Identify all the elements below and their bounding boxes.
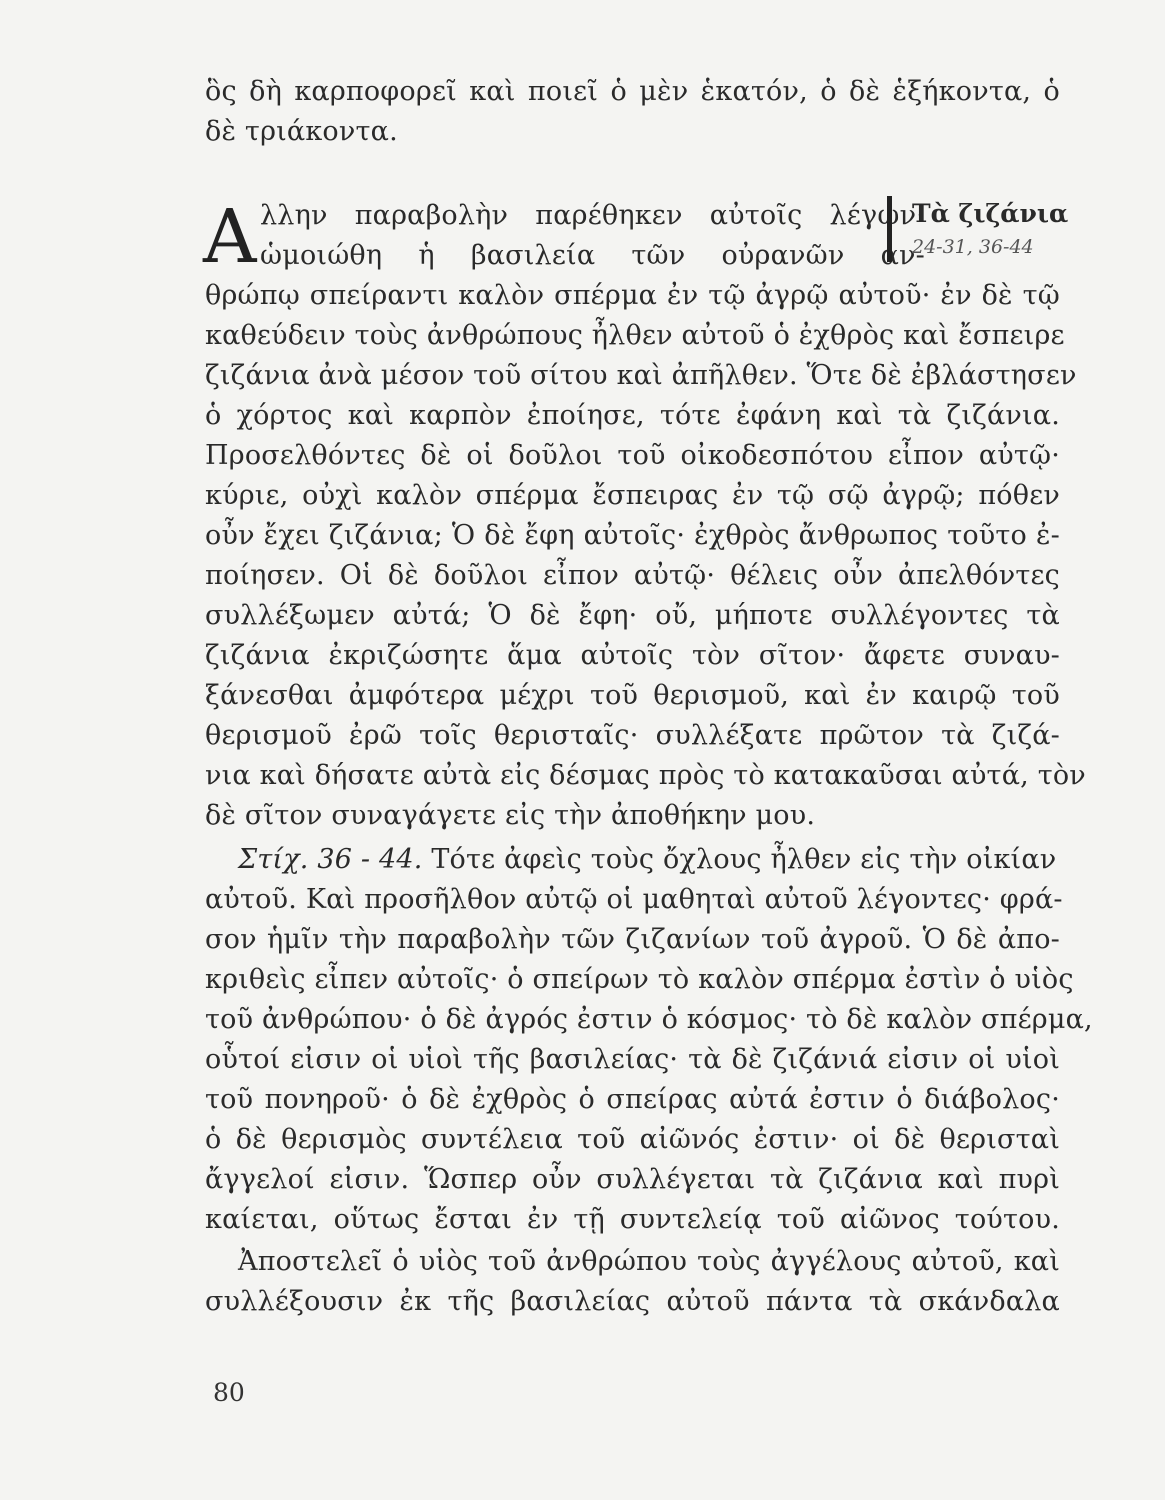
text-line: σον ἡμῖν τὴν παραβολὴν τῶν ζιζανίων τοῦ ἀγροῦ. Ὁ δὲ ἀπο-	[205, 924, 1060, 955]
text-line: συλλέξουσιν ἐκ τῆς βασιλείας αὐτοῦ πάντα τὰ σκάνδαλα	[205, 1286, 1060, 1317]
text-line: καθεύδειν τοὺς ἀνθρώπους ἦλθεν αὐτοῦ ὁ ἐχθρὸς καὶ ἔσπειρε	[205, 320, 1065, 351]
text-line: αὐτοῦ. Καὶ προσῆλθον αὐτῷ οἱ μαθηταὶ αὐτοῦ λέγοντες· φρά-	[205, 884, 1063, 915]
text-line: ζιζάνια ἀνὰ μέσον τοῦ σίτου καὶ ἀπῆλθεν. Ὅτε δὲ ἐβλάστησεν	[205, 360, 1077, 391]
text-line: ὁ δὲ θερισμὸς συντέλεια τοῦ αἰῶνός ἐστιν· οἱ δὲ θερισταὶ	[205, 1124, 1060, 1155]
text-line: θερισμοῦ ἐρῶ τοῖς θερισταῖς· συλλέξατε πρῶτον τὰ ζιζά-	[205, 720, 1060, 751]
verse-line	[238, 840, 1060, 880]
text-line: κύριε, οὐχὶ καλὸν σπέρμα ἔσπειρας ἐν τῷ σῷ ἀγρῷ; πόθεν	[205, 480, 1060, 511]
text-line: ὃς δὴ καρποφορεῖ καὶ ποιεῖ ὁ μὲν ἑκατόν, ὁ δὲ ἑξήκοντα, ὁ	[205, 76, 1060, 107]
text-line: δὲ τριάκοντα.	[205, 116, 398, 147]
text-line: δὲ σῖτον συναγάγετε εἰς τὴν ἀποθήκην μου.	[205, 800, 816, 831]
text-line: ὡμοιώθη ἡ βασιλεία τῶν οὐρανῶν ἀν-	[260, 240, 925, 271]
drop-cap: Α	[203, 194, 257, 280]
text-line: οὖν ἔχει ζιζάνια; Ὁ δὲ ἔφη αὐτοῖς· ἐχθρὸς ἄνθρωπος τοῦτο ἐ-	[205, 520, 1060, 551]
text-line: ἄγγελοί εἰσιν. Ὥσπερ οὖν συλλέγεται τὰ ζιζάνια καὶ πυρὶ	[205, 1164, 1060, 1195]
text-line: κριθεὶς εἶπεν αὐτοῖς· ὁ σπείρων τὸ καλὸν σπέρμα ἐστὶν ὁ υἱὸς	[205, 964, 1074, 995]
page-number: 80	[213, 1378, 245, 1407]
text-line: οὗτοί εἰσιν οἱ υἱοὶ τῆς βασιλείας· τὰ δὲ ζιζάνιά εἰσιν οἱ υἱοὶ	[205, 1044, 1060, 1075]
text-line: συλλέξωμεν αὐτά; Ὁ δὲ ἔφη· οὔ, μήποτε συλλέγοντες τὰ	[205, 600, 1060, 631]
verse-text: Τότε ἀφεὶς τοὺς ὄχλους ἦλθεν εἰς τὴν οἰκίαν	[431, 844, 1057, 875]
margin-note-reference: 24-31, 36-44	[912, 236, 1034, 258]
text-line: ποίησεν. Οἱ δὲ δοῦλοι εἶπον αὐτῷ· θέλεις οὖν ἀπελθόντες	[205, 560, 1060, 591]
text-line: ὁ χόρτος καὶ καρπὸν ἐποίησε, τότε ἐφάνη καὶ τὰ ζιζάνια.	[205, 400, 1060, 431]
text-line: θρώπῳ σπείραντι καλὸν σπέρμα ἐν τῷ ἀγρῷ αὐτοῦ· ἐν δὲ τῷ	[205, 280, 1060, 311]
text-line: Προσελθόντες δὲ οἱ δοῦλοι τοῦ οἰκοδεσπότου εἶπον αὐτῷ·	[205, 440, 1060, 471]
margin-note	[887, 196, 1082, 262]
text-line: Ἀποστελεῖ ὁ υἱὸς τοῦ ἀνθρώπου τοὺς ἀγγέλους αὐτοῦ, καὶ	[238, 1246, 1060, 1277]
text-line: ζιζάνια ἐκριζώσητε ἅμα αὐτοῖς τὸν σῖτον· ἄφετε συναυ-	[205, 640, 1060, 671]
text-line: τοῦ πονηροῦ· ὁ δὲ ἐχθρὸς ὁ σπείρας αὐτά ἐστιν ὁ διάβολος·	[205, 1084, 1060, 1115]
text-line: λλην παραβολὴν παρέθηκεν αὐτοῖς λέγων·	[260, 200, 925, 231]
verse-reference: Στίχ. 36 - 44.	[238, 844, 423, 875]
text-line: καίεται, οὕτως ἔσται ἐν τῇ συντελείᾳ τοῦ αἰῶνος τούτου.	[205, 1204, 1060, 1235]
text-line: νια καὶ δήσατε αὐτὰ εἰς δέσμας πρὸς τὸ κατακαῦσαι αὐτά, τὸν	[205, 760, 1086, 791]
text-line: ξάνεσθαι ἀμφότερα μέχρι τοῦ θερισμοῦ, καὶ ἐν καιρῷ τοῦ	[205, 680, 1060, 711]
text-line: τοῦ ἀνθρώπου· ὁ δὲ ἀγρός ἐστιν ὁ κόσμος· τὸ δὲ καλὸν σπέρμα,	[205, 1004, 1093, 1035]
margin-note-title: Τὰ ζιζάνια	[912, 199, 1069, 228]
